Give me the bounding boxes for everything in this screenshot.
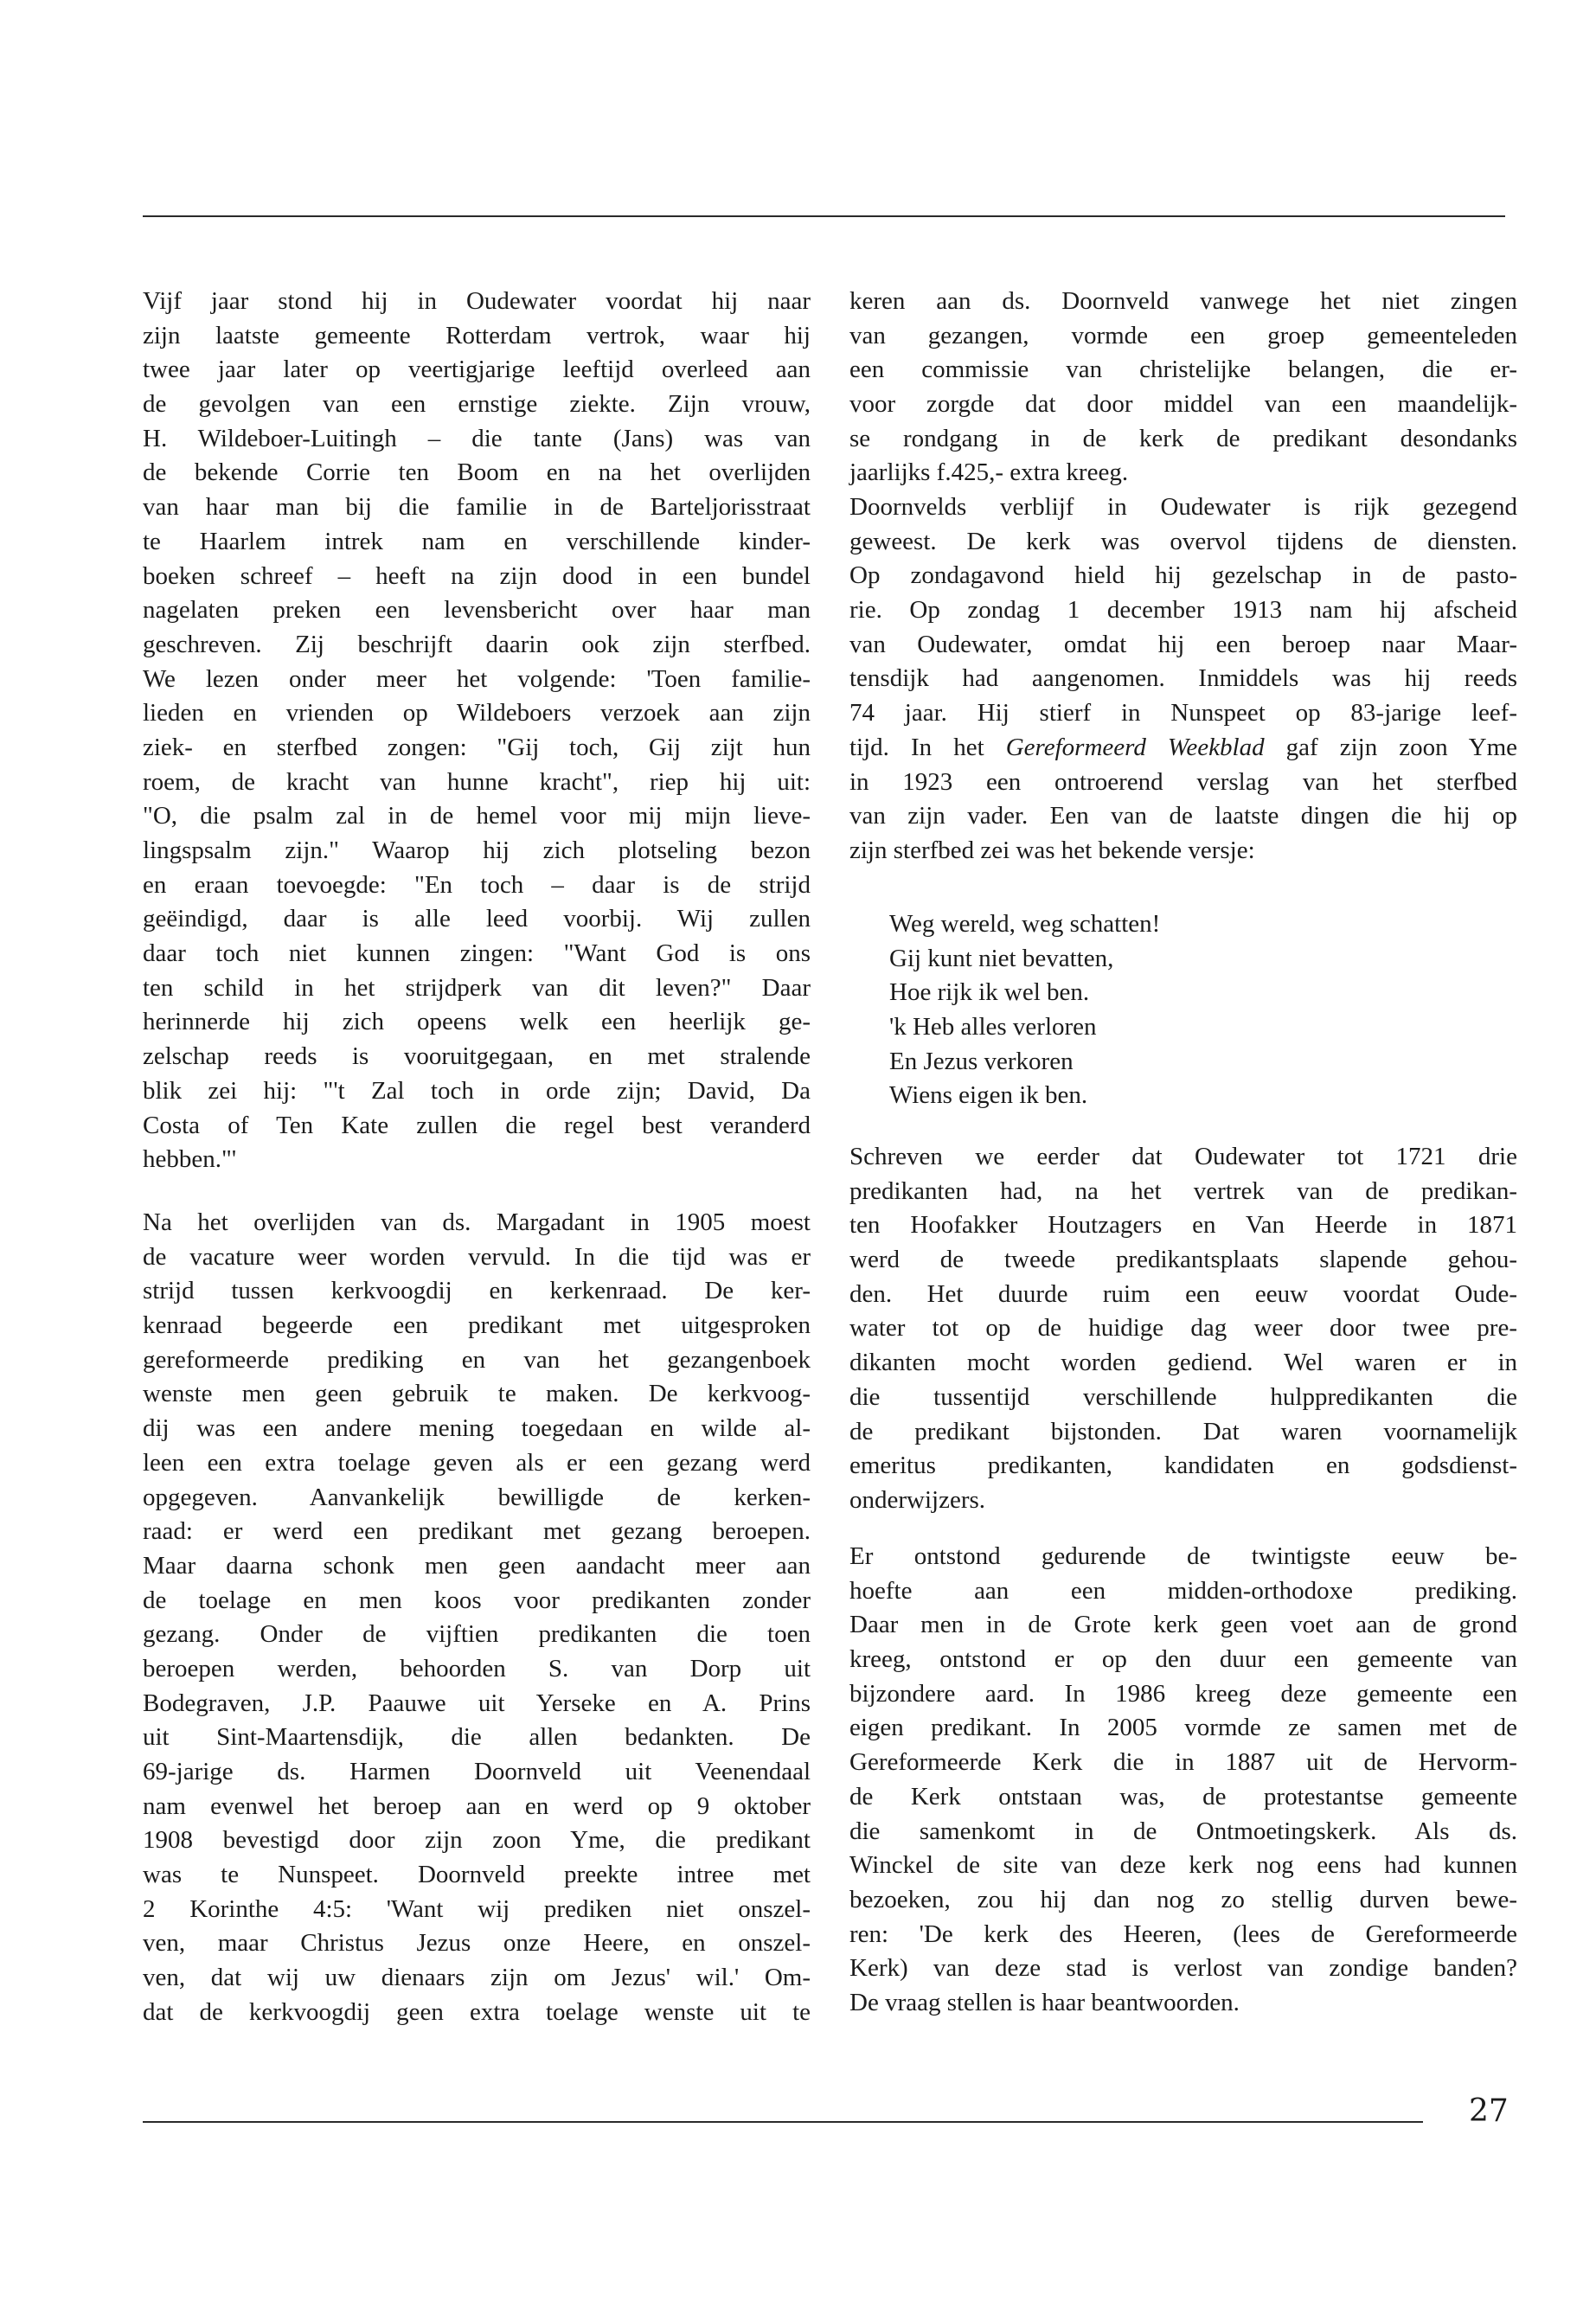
- text-line: gereformeerde prediking en van het gezangenboek: [143, 1345, 811, 1374]
- text-line: strijd tussen kerkvoogdij en kerkenraad. De ker-: [143, 1277, 811, 1305]
- text-line: 69-jarige ds. Harmen Doornveld uit Veenendaal: [143, 1758, 811, 1785]
- text-line: herinnerde hij zich opeens welk een heerlijk ge-: [143, 1008, 811, 1036]
- text-line: uit Sint-Maartensdijk, die allen bedankten. De: [143, 1723, 811, 1752]
- text-line: de bekende Corrie ten Boom en na het overlijden: [143, 458, 811, 487]
- text-line: raad: er werd een predikant met gezang beroepen.: [143, 1517, 811, 1546]
- text-line: H. Wildeboer-Luitingh – die tante (Jans) was van: [143, 424, 811, 452]
- text-line: nam evenwel het beroep aan en werd op 9 oktober: [143, 1791, 811, 1820]
- text-line: bijzondere aard. In 1986 kreeg deze gemeente een: [849, 1679, 1517, 1708]
- text-line: Wiens eigen ik ben.: [889, 1081, 1088, 1110]
- text-line: leen een extra toelage geven als er een gezang werd: [143, 1448, 811, 1477]
- text-line: die tussentijd verschillende hulppredikanten die: [849, 1382, 1517, 1411]
- text-line: de gevolgen van een ernstige ziekte. Zijn vrouw,: [143, 390, 811, 419]
- text-line: Op zondagavond hield hij gezelschap in de pasto-: [849, 561, 1517, 590]
- text-line: van haar man bij die familie in de Barteljorisstraat: [143, 493, 811, 522]
- text-line: ten Hoofakker Houtzagers en Van Heerde in 1871: [849, 1211, 1517, 1240]
- text-segment: tijd. In het: [849, 733, 1006, 761]
- text-line: Vijf jaar stond hij in Oudewater voordat hij naar: [143, 287, 811, 315]
- paragraph: [143, 285, 811, 1177]
- text-line: Bodegraven, J.P. Paauwe uit Yerseke en A. Prins: [143, 1689, 811, 1717]
- text-line: Doornvelds verblijf in Oudewater is rijk gezegend: [849, 493, 1517, 521]
- text-line: van Oudewater, omdat hij een beroep naar Maar-: [849, 630, 1517, 658]
- text-line: Er ontstond gedurende de twintigste eeuw be-: [849, 1542, 1517, 1570]
- text-line: Gij kunt niet bevatten,: [889, 944, 1114, 972]
- text-line: 74 jaar. Hij stierf in Nunspeet op 83-jarige leef-: [849, 699, 1517, 727]
- header-rule: [143, 215, 1505, 217]
- text-line: dij was een andere mening toegedaan en wilde al-: [143, 1414, 811, 1443]
- text-line: Schreven we eerder dat Oudewater tot 1721 drie: [849, 1143, 1517, 1170]
- text-line: dat de kerkvoogdij geen extra toelage wenste uit te: [143, 1997, 811, 2026]
- text-line: emeritus predikanten, kandidaten en godsdienst-: [849, 1452, 1517, 1480]
- text-line: Maar daarna schonk men geen aandacht meer aan: [143, 1551, 811, 1580]
- text-line: eigen predikant. In 2005 vormde ze samen met de: [849, 1714, 1517, 1742]
- text-line: 'k Heb alles verloren: [889, 1013, 1097, 1042]
- text-line: kenraad begeerde een predikant met uitgesproken: [143, 1311, 811, 1340]
- publication-title: Gereformeerd Weekblad: [1005, 733, 1265, 761]
- text-line: geschreven. Zij beschrijft daarin ook zijn sterfbed.: [143, 630, 811, 658]
- text-line: "O, die psalm zal in de hemel voor mij mijn lieve-: [143, 802, 811, 830]
- text-line: 2 Korinthe 4:5: 'Want wij prediken niet onszel-: [143, 1894, 811, 1923]
- text-line: Na het overlijden van ds. Margadant in 1905 moest: [143, 1208, 811, 1236]
- text-line: Weg wereld, weg schatten!: [889, 910, 1161, 938]
- text-line: wenste men geen gebruik te maken. De kerkvoog-: [143, 1380, 811, 1408]
- text-line: geweest. De kerk was overvol tijdens de diensten.: [849, 527, 1517, 555]
- text-segment: gaf zijn zoon Yme: [1264, 733, 1518, 761]
- text-line: en eraan toevoegde: "En toch – daar is de strijd: [143, 870, 811, 899]
- text-line: predikanten had, na het vertrek van de predikan-: [849, 1176, 1517, 1205]
- text-line: werd de tweede predikantsplaats slapende gehou-: [849, 1246, 1517, 1274]
- text-line: zijn sterfbed zei was het bekende versje:: [849, 836, 1255, 864]
- paragraph: [143, 1206, 811, 2030]
- text-line: jaarlijks f.425,- extra kreeg.: [849, 458, 1129, 487]
- text-line: En Jezus verkoren: [889, 1047, 1074, 1075]
- text-line: ziek- en sterfbed zongen: "Gij toch, Gij zijt hun: [143, 733, 811, 761]
- text-line: kreeg, ontstond er op den duur een gemeente van: [849, 1645, 1517, 1674]
- text-line: dikanten mocht worden gediend. Wel waren er in: [849, 1349, 1517, 1377]
- text-line: We lezen onder meer het volgende: 'Toen familie-: [143, 664, 811, 693]
- text-line: de predikant bijstonden. Dat waren voornamelijk: [849, 1417, 1517, 1445]
- text-line: nagelaten preken een levensbericht over haar man: [143, 596, 811, 625]
- text-line: twee jaar later op veertigjarige leeftijd overleed aan: [143, 356, 811, 384]
- text-line: Gereformeerde Kerk die in 1887 uit de Hervorm-: [849, 1748, 1517, 1777]
- text-line: keren aan ds. Doornveld vanwege het niet zingen: [849, 287, 1517, 315]
- text-line: De vraag stellen is haar beantwoorden.: [849, 1988, 1240, 2016]
- text-line: water tot op de huidige dag weer door twee pre-: [849, 1314, 1517, 1343]
- text-line: die samenkomt in de Ontmoetingskerk. Als ds.: [849, 1817, 1517, 1845]
- text-line: den. Het duurde ruim een eeuw voordat Oude-: [849, 1279, 1517, 1308]
- text-line: beroepen werden, behoorden S. van Dorp uit: [143, 1654, 811, 1682]
- text-line: zelschap reeds is vooruitgegaan, en met stralende: [143, 1042, 811, 1071]
- text-line: onderwijzers.: [849, 1485, 986, 1514]
- text-line: Winckel de site van deze kerk nog eens had kunnen: [849, 1851, 1517, 1880]
- paragraph: [849, 1540, 1517, 2021]
- text-line: roem, de kracht van hunne kracht", riep hij uit:: [143, 767, 811, 796]
- text-line: de toelage en men koos voor predikanten zonder: [143, 1586, 811, 1614]
- paragraph: [849, 1140, 1517, 1518]
- text-line: ten schild in het strijdperk van dit leven?" Daar: [143, 973, 811, 1002]
- text-line: was te Nunspeet. Doornveld preekte intree met: [143, 1861, 811, 1889]
- text-line: ven, maar Christus Jezus onze Heere, en onszel-: [143, 1929, 811, 1958]
- text-line: daar toch niet kunnen zingen: "Want God is ons: [143, 939, 811, 968]
- text-line: van zijn vader. Een van de laatste dingen die hij op: [849, 802, 1517, 830]
- text-line: gezang. Onder de vijftien predikanten die toen: [143, 1620, 811, 1649]
- text-line: ren: 'De kerk des Heeren, (lees de Gereformeerde: [849, 1920, 1517, 1948]
- text-line: se rondgang in de kerk de predikant desondanks: [849, 424, 1517, 452]
- text-line: Costa of Ten Kate zullen die regel best veranderd: [143, 1111, 811, 1139]
- text-line: Hoe rijk ik wel ben.: [889, 978, 1090, 1007]
- text-line: in 1923 een ontroerend verslag van het sterfbed: [849, 767, 1517, 796]
- text-line: hoefte aan een midden-orthodoxe prediking.: [849, 1576, 1517, 1605]
- text-line: boeken schreef – heeft na zijn dood in een bundel: [143, 561, 811, 590]
- text-line: hebben."': [143, 1145, 237, 1174]
- text-line: voor zorgde dat door middel van een maandelijk-: [849, 390, 1517, 419]
- text-line: 1908 bevestigd door zijn zoon Yme, die predikant: [143, 1826, 811, 1855]
- text-line: lieden en vrienden op Wildeboers verzoek aan zijn: [143, 699, 811, 727]
- text-line: de vacature weer worden vervuld. In die tijd was er: [143, 1242, 811, 1271]
- text-line: een commissie van christelijke belangen, die er-: [849, 356, 1517, 384]
- text-line: lingspsalm zijn." Waarop hij zich plotseling bezon: [143, 836, 811, 864]
- poem: [849, 907, 1517, 1113]
- footer-rule: [143, 2121, 1423, 2123]
- paragraph: [849, 285, 1517, 490]
- text-line: rie. Op zondag 1 december 1913 nam hij afscheid: [849, 596, 1517, 625]
- text-line: blik zei hij: "'t Zal toch in orde zijn; David, Da: [143, 1076, 811, 1105]
- paragraph: [849, 490, 1517, 868]
- page-number: 27: [1469, 2093, 1509, 2129]
- text-line: te Haarlem intrek nam en verschillende kinder-: [143, 527, 811, 555]
- text-line: Kerk) van deze stad is verlost van zondige banden?: [849, 1954, 1517, 1983]
- text-line: Daar men in de Grote kerk geen voet aan de grond: [849, 1611, 1517, 1639]
- text-line: geëindigd, daar is alle leed voorbij. Wij zullen: [143, 905, 811, 933]
- text-line: [849, 731, 1517, 766]
- text-line: de Kerk ontstaan was, de protestantse gemeente: [849, 1782, 1517, 1811]
- text-line: opgegeven. Aanvankelijk bewilligde de kerken-: [143, 1483, 811, 1511]
- text-line: zijn laatste gemeente Rotterdam vertrok, waar hij: [143, 321, 811, 349]
- text-line: ven, dat wij uw dienaars zijn om Jezus' wil.' Om-: [143, 1964, 811, 1992]
- text-line: tensdijk had aangenomen. Inmiddels was hij reeds: [849, 664, 1517, 693]
- text-line: van gezangen, vormde een groep gemeenteleden: [849, 321, 1517, 349]
- text-line: bezoeken, zou hij dan nog zo stellig durven bewe-: [849, 1885, 1517, 1913]
